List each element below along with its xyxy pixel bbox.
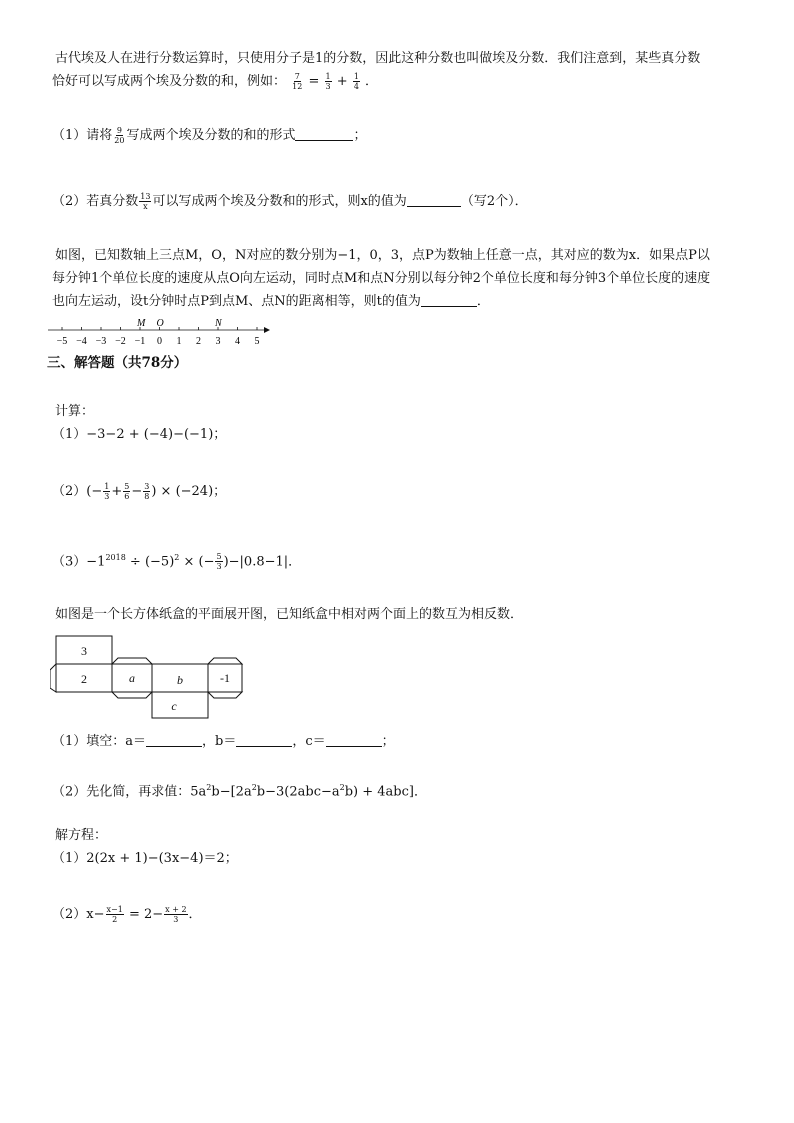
expr-text: b−3(2abc−a: [256, 784, 340, 800]
tick-label: −2: [115, 336, 126, 347]
answer-blank-a[interactable]: [146, 732, 202, 747]
part-text: ，b＝: [202, 734, 237, 749]
exponent: 2018: [105, 553, 126, 562]
face-label-a: a: [129, 671, 135, 685]
exponent: 2: [339, 783, 345, 792]
fraction-9-20: [113, 126, 125, 145]
answer-blank[interactable]: [421, 292, 477, 307]
tick-label: −1: [134, 336, 146, 347]
face-label-right: -1: [220, 671, 230, 685]
plus-sign: +: [336, 74, 348, 89]
expr-text: ) × (−24)；: [151, 484, 227, 499]
exponent: 2: [174, 553, 180, 562]
expr-text: ÷ (−5): [125, 554, 175, 570]
part-text: 写成两个埃及分数的和的形式: [126, 128, 296, 143]
tick-label: −4: [76, 336, 87, 347]
axis-arrow-icon: [264, 327, 270, 333]
part-text: 可以写成两个埃及分数和的形式，则x的值为: [152, 194, 407, 209]
eq-part-1: （1）2(2x + 1)−(3x−4)＝2；: [52, 851, 238, 866]
part-label: （1）请将: [52, 128, 113, 143]
question-equations: [52, 824, 754, 870]
question-calculation: [52, 400, 754, 446]
exponent: 2: [206, 783, 212, 792]
tick-label: −5: [56, 336, 68, 347]
section-heading: 三、解答题（共78分）: [47, 355, 188, 371]
fraction-x-plus-2-over-3: [164, 905, 187, 924]
fraction-1-3: [103, 482, 110, 501]
egypt-intro-text: 恰好可以写成两个埃及分数的和，例如：: [52, 74, 287, 89]
expr-text: b) + 4abc]．: [344, 784, 427, 800]
point-label-O: O: [156, 318, 164, 329]
fraction-13-x: [139, 192, 151, 211]
fraction-1-3: [325, 72, 332, 91]
egypt-part-1: [52, 124, 754, 147]
frac-den: x: [143, 202, 148, 211]
frac-den: 3: [216, 562, 222, 572]
minus-sign: −: [131, 484, 143, 499]
part-text: ，c＝: [292, 734, 326, 749]
tick-label: 2: [196, 336, 201, 347]
question-box-net: [52, 603, 754, 626]
expr-text: × (−: [179, 554, 215, 570]
answer-blank-c[interactable]: [326, 732, 382, 747]
fraction-7-12: [291, 72, 303, 91]
eq-title: 解方程：: [55, 828, 108, 843]
frac-num: 3: [144, 482, 150, 491]
question-egyptian-fractions: [52, 47, 754, 93]
equals-sign: =: [308, 74, 320, 89]
expr-text: （2）x−: [52, 907, 105, 922]
number-line-figure: [46, 318, 276, 348]
box-net-figure: [50, 630, 246, 722]
frac-num: 1: [325, 72, 331, 81]
tick-label: 0: [157, 336, 162, 347]
flap-right-bottom: [208, 692, 242, 698]
point-label-M: M: [137, 318, 146, 329]
face-label-b: b: [177, 673, 183, 687]
frac-den: 6: [124, 492, 130, 501]
part-label: （2）若真分数: [52, 194, 139, 209]
tick-label: 5: [254, 336, 260, 347]
answer-blank-b[interactable]: [236, 732, 292, 747]
part-end: ；: [381, 734, 395, 749]
exponent: 2: [251, 783, 257, 792]
numline-line-1: 如图，已知数轴上三点M，O，N对应的数分别为−1，0，3，点P为数轴上任意一点，其对应的数为x．如果点P以: [55, 248, 710, 263]
numline-text: 也向左运动，设t分钟时点P到点M、点N的距离相等，则t的值为: [52, 294, 421, 309]
period: ．: [188, 907, 202, 922]
frac-num: x−1: [106, 905, 123, 914]
answer-blank[interactable]: [407, 192, 461, 207]
face-label-c: c: [171, 699, 177, 713]
box-part-1: [52, 730, 754, 753]
frac-den: 8: [144, 492, 150, 501]
expr-text: b−[2a: [211, 784, 252, 800]
calc-title: 计算：: [55, 404, 95, 419]
egypt-intro-line-1: 古代埃及人在进行分数运算时，只使用分子是1的分数，因此这种分数也叫做埃及分数．我们注意到，某些真分数: [55, 51, 701, 66]
part-text: （1）填空：a＝: [52, 734, 147, 749]
point-label-N: N: [215, 318, 222, 329]
frac-num: 5: [124, 482, 130, 491]
numline-line-2: 每分钟1个单位长度的速度从点O向左运动，同时点M和点N分别以每分钟2个单位长度和每分钟3个单位长度的速度: [52, 271, 711, 286]
face-label-left: 2: [81, 672, 87, 686]
expr-text: = 2−: [124, 907, 164, 922]
flap-a-top: [112, 658, 152, 664]
egypt-part-2: [52, 190, 754, 213]
frac-num: x + 2: [165, 905, 187, 914]
face-label-top: 3: [81, 644, 87, 658]
part-end: （写2个）．: [460, 194, 528, 209]
fraction-5-3: [215, 552, 222, 571]
period: ．: [476, 294, 490, 309]
frac-den: 20: [114, 136, 125, 145]
fraction-x-minus-1-over-2: [106, 905, 124, 924]
face-bottom: [152, 692, 208, 718]
tick-label: 1: [176, 336, 182, 347]
expr-text: （3）−1: [52, 554, 106, 570]
eq-part-2: [52, 903, 754, 926]
tick-label: −3: [95, 336, 107, 347]
frac-num: 1: [104, 482, 110, 491]
flap-a-bottom: [112, 692, 152, 698]
frac-num: 1: [353, 72, 359, 81]
fraction-3-8: [143, 482, 150, 501]
frac-den: 12: [292, 82, 303, 91]
frac-den: 3: [325, 82, 331, 91]
flap-left: [50, 664, 56, 692]
tick-label: 3: [215, 336, 221, 347]
frac-num: 13: [140, 192, 151, 201]
question-number-line: [52, 244, 754, 313]
frac-den: 3: [104, 492, 110, 501]
numline-line-3: [52, 290, 754, 313]
box-part-2: [52, 776, 754, 803]
frac-num: 7: [294, 72, 300, 81]
expr-text: )−|0.8−1|．: [223, 554, 302, 570]
part-end: ；: [353, 128, 367, 143]
frac-num: 5: [216, 552, 222, 562]
tick-label: 4: [235, 336, 240, 347]
calc-part-3: [52, 546, 754, 573]
frac-num: 9: [116, 126, 122, 135]
expr-text: （2）(−: [52, 484, 103, 499]
plus-sign: +: [111, 484, 123, 499]
egypt-intro-line-2: [52, 70, 754, 93]
calc-part-2: [52, 480, 754, 503]
frac-den: 4: [353, 82, 359, 91]
frac-den: 3: [173, 915, 179, 924]
fraction-1-4: [353, 72, 360, 91]
fraction-5-6: [123, 482, 130, 501]
answer-blank[interactable]: [295, 126, 353, 141]
box-title: 如图是一个长方体纸盒的平面展开图，已知纸盒中相对两个面上的数互为相反数．: [55, 607, 524, 622]
calc-part-1: （1）−3−2 + (−4)−(−1)；: [52, 427, 227, 442]
period: ．: [365, 74, 379, 89]
expr-text: （2）先化简，再求值：5a: [52, 784, 207, 800]
flap-right-top: [208, 658, 242, 664]
frac-den: 2: [112, 915, 118, 924]
